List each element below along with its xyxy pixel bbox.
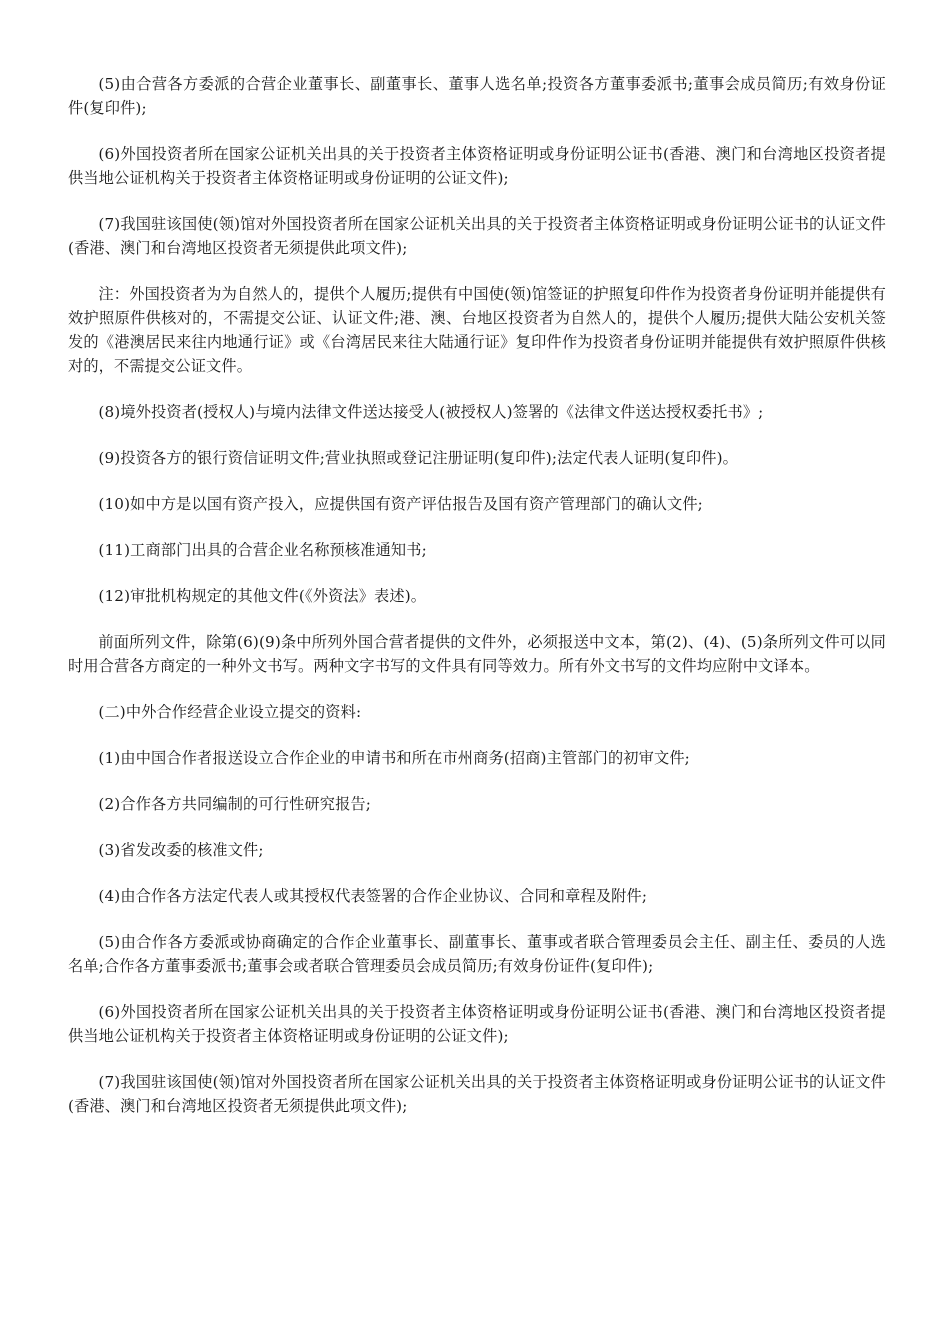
paragraph-language-requirement: 前面所列文件，除第(6)(9)条中所列外国合营者提供的文件外，必须报送中文本，第(2)、(4)、(5)条所列文件可以同时用合营各方商定的一种外文书写。两种文字书写的文件具有同等效力。所有外文书写的文件均应附中文译本。 bbox=[68, 633, 886, 675]
paragraph-item-8-authorization: (8)境外投资者(授权人)与境内法律文件送达接受人(被授权人)签署的《法律文件送达授权委托书》; bbox=[98, 403, 764, 421]
paragraph-item-9-bank-credit: (9)投资各方的银行资信证明文件;营业执照或登记注册证明(复印件);法定代表人证明(复印件)。 bbox=[98, 449, 739, 467]
paragraph-note-natural-person: 注：外国投资者为为自然人的，提供个人履历;提供有中国使(领)馆签证的护照复印件作为投资者身份证明并能提供有效护照原件供核对的，不需提交公证、认证文件;港、澳、台地区投资者为自然人的，提供个人履历;提供大陆公安机关签发的《港澳居民来往内地通行证》或《台湾居民来往大陆通行证》复印件作为投资者身份证明并能提供有效护照原件供核对的，不需提交公证文件。 bbox=[68, 285, 886, 375]
paragraph-coop-item-5-committee: (5)由合作各方委派或协商确定的合作企业董事长、副董事长、董事或者联合管理委员会主任、副主任、委员的人选名单;合作各方董事委派书;董事会或者联合管理委员会成员简历;有效身份证件(复印件); bbox=[68, 933, 886, 975]
paragraph-coop-item-6-notary: (6)外国投资者所在国家公证机关出具的关于投资者主体资格证明或身份证明公证书(香港、澳门和台湾地区投资者提供当地公证机构关于投资者主体资格证明或身份证明的公证文件); bbox=[68, 1003, 886, 1045]
paragraph-item-7-authentication: (7)我国驻该国使(领)馆对外国投资者所在国家公证机关出具的关于投资者主体资格证明或身份证明公证书的认证文件(香港、澳门和台湾地区投资者无须提供此项文件); bbox=[68, 215, 886, 257]
paragraph-item-5-committee: (5)由合营各方委派的合营企业董事长、副董事长、董事人选名单;投资各方董事委派书;董事会成员简历;有效身份证件(复印件); bbox=[68, 75, 886, 117]
paragraph-item-10-state-assets: (10)如中方是以国有资产投入，应提供国有资产评估报告及国有资产管理部门的确认文件; bbox=[98, 495, 703, 513]
paragraph-coop-item-4-agreement: (4)由合作各方法定代表人或其授权代表签署的合作企业协议、合同和章程及附件; bbox=[98, 887, 648, 905]
paragraph-coop-item-7-authentication: (7)我国驻该国使(领)馆对外国投资者所在国家公证机关出具的关于投资者主体资格证明或身份证明公证书的认证文件(香港、澳门和台湾地区投资者无须提供此项文件); bbox=[68, 1073, 886, 1115]
paragraph-coop-item-3-approval: (3)省发改委的核准文件; bbox=[98, 841, 264, 859]
paragraph-item-11-name-approval: (11)工商部门出具的合营企业名称预核准通知书; bbox=[98, 541, 427, 559]
document-body bbox=[68, 72, 886, 1140]
paragraph-coop-item-2-feasibility: (2)合作各方共同编制的可行性研究报告; bbox=[98, 795, 372, 813]
paragraph-coop-item-1-application: (1)由中国合作者报送设立合作企业的申请书和所在市州商务(招商)主管部门的初审文件; bbox=[98, 749, 690, 767]
paragraph-item-12-other-documents: (12)审批机构规定的其他文件(《外资法》表述)。 bbox=[98, 587, 427, 605]
paragraph-item-6-notary: (6)外国投资者所在国家公证机关出具的关于投资者主体资格证明或身份证明公证书(香港、澳门和台湾地区投资者提供当地公证机构关于投资者主体资格证明或身份证明的公证文件); bbox=[68, 145, 886, 187]
section-heading-cooperative: (二)中外合作经营企业设立提交的资料: bbox=[98, 703, 362, 721]
